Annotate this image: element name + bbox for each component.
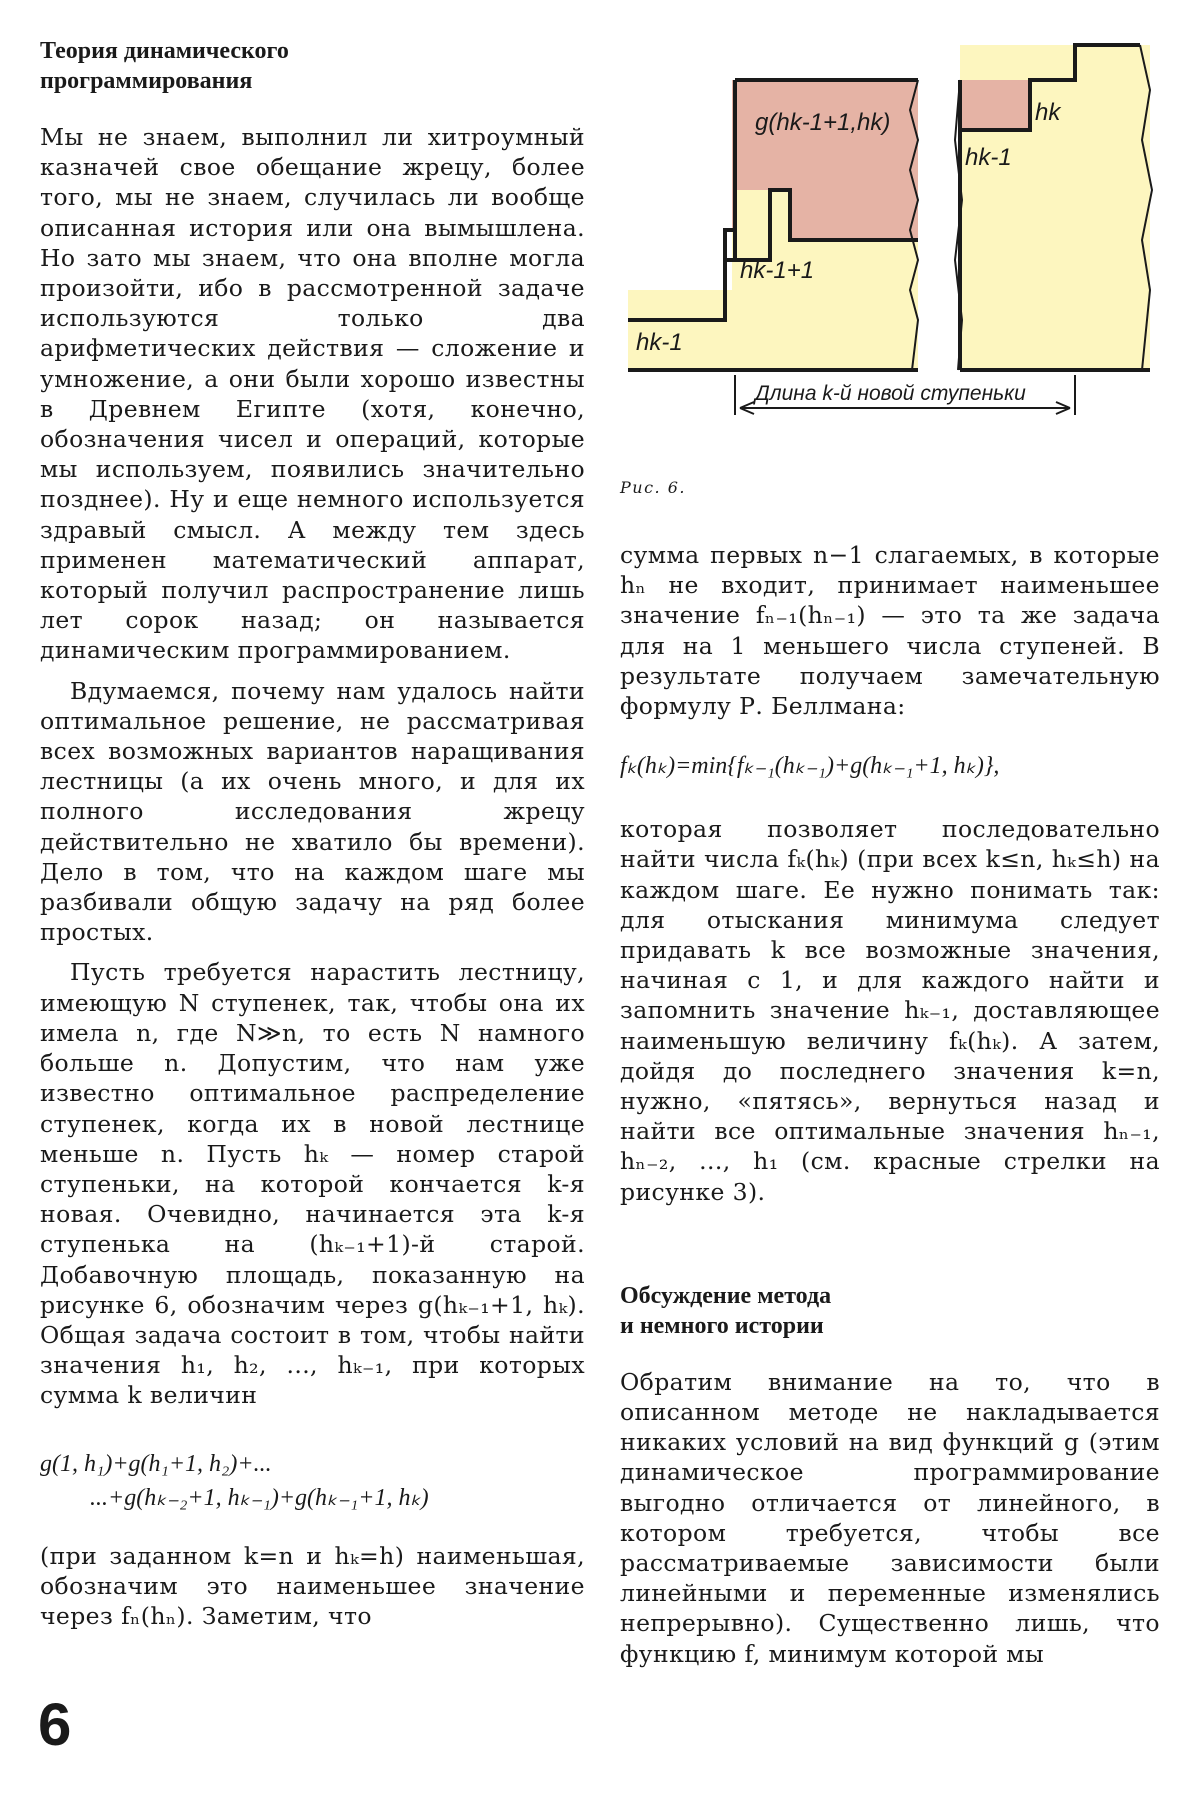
paragraph-7: Обратим внимание на то, что в описанном методе не накладывается никаких условий на вид функций g (этим динамическое программирование выгодно отличается от линейного, в котором требуется, чтобы все рассматриваемые зависимости были линейными и переменные изменялись непрерывно). Существенно лишь, что функцию f, минимум которой мы	[620, 1367, 1160, 1668]
paragraph-5: сумма первых n−1 слагаемых, в которые hₙ не входит, принимает наименьшее значение fₙ₋₁(hₙ₋₁) — это та же задача для на 1 меньшего числа ступеней. В результате получаем замечательную формулу Р. Беллмана:	[620, 541, 1160, 721]
section-2-title	[620, 1281, 1160, 1341]
paragraph-2: Вдумаемся, почему нам удалось найти оптимальное решение, не рассматривая всех возможных вариантов наращивания лестницы (а их очень много, и для их полного исследования жрецу действительно не хватило бы времени). Дело в том, что на каждом шаге мы разбивали общую задачу на ряд более простых.	[40, 676, 585, 947]
section-2-title-line2: и немного истории	[620, 1312, 824, 1339]
dimension-label: Длина k-й новой ступеньки	[755, 382, 1026, 405]
right-pink-block	[960, 80, 1030, 130]
paragraph-1: Мы не знаем, выполнил ли хитроумный казначей свое обещание жрецу, более того, мы не знаем, случилась ли вообще описанная история или она вымышлена. Но зато мы знаем, что она вполне могла произойти, ибо в рассмотренной задаче используются только два арифметических действия — сложение и умножение, а они были хорошо известны в Древнем Египте (хотя, конечно, обозначения чисел и операций, которые мы используем, появились значительно позднее). Ну и еще немного используется здравый смысл. А между тем здесь применен математический аппарат, который получил распространение лишь лет сорок назад; он называется динамическим программированием.	[40, 123, 585, 665]
label-g: g(hk-1+1,hk)	[755, 109, 891, 136]
paragraph-6: которая позволяет последовательно найти числа fₖ(hₖ) (при всех k≤n, hₖ≤h) на каждом шаге. Ее нужно понимать так: для отыскания минимума следует придавать k все возможные значения, начиная с 1, и для каждого найти и запомнить значение hₖ₋₁, доставляющее наименьшую величину fₖ(hₖ). А затем, дойдя до последнего значения k=n, нужно, «пятясь», вернуться назад и найти все оптимальные значения hₙ₋₁, hₙ₋₂, ..., h₁ (см. красные стрелки на рисунке 3).	[620, 815, 1160, 1206]
section-title-line2: программирования	[40, 68, 253, 94]
paragraph-3: Пусть требуется нарастить лестницу, имеющую N ступенек, так, чтобы она их имела n, где N≫n, то есть N намного больше n. Допустим, что нам уже известно оптимальное распределение ступенек, когда их в новой лестнице меньше n. Пусть hₖ — номер старой ступеньки, на которой кончается k-я новая. Очевидно, начинается эта k-я ступенька на (hₖ₋₁+1)-й старой. Добавочную площадь, показанную на рисунке 6, обозначим через g(hₖ₋₁+1, hₖ). Общая задача состоит в том, чтобы найти значения h₁, h₂, ..., hₖ₋₁, при которых сумма k величин	[40, 958, 585, 1410]
page-number: 6	[38, 1691, 72, 1758]
paragraph-4: (при заданном k=n и hₖ=h) наименьшая, обозначим это наименьшее значение через fₙ(hₙ). Заметим, что	[40, 1541, 585, 1630]
sum-formula-line1: g(1, h₁)+g(h₁+1, h₂)+...	[40, 1450, 272, 1477]
label-hk1-right: hk-1	[965, 144, 1012, 171]
figure-caption: Рис. 6.	[620, 478, 686, 497]
section-title-line1: Теория динамического	[40, 38, 289, 64]
left-pink-step	[790, 190, 918, 240]
sum-formula-line2: ...+g(hₖ₋₂+1, hₖ₋₁)+g(hₖ₋₁+1, hₖ)	[90, 1484, 429, 1511]
figure-6-staircase	[620, 30, 1160, 450]
label-hk1-left: hk-1	[636, 329, 683, 356]
right-column	[620, 540, 1160, 1669]
label-hk1-plus1: hk-1+1	[740, 257, 815, 284]
section-2	[620, 1281, 1160, 1669]
left-column	[40, 36, 585, 1631]
bellman-formula: fₖ(hₖ)=min{fₖ₋₁(hₖ₋₁)+g(hₖ₋₁+1, hₖ)},	[620, 753, 1000, 780]
sum-formula	[40, 1447, 585, 1515]
label-hk: hk	[1035, 99, 1061, 126]
section-title	[40, 36, 585, 96]
section-2-title-line1: Обсуждение метода	[620, 1282, 832, 1309]
